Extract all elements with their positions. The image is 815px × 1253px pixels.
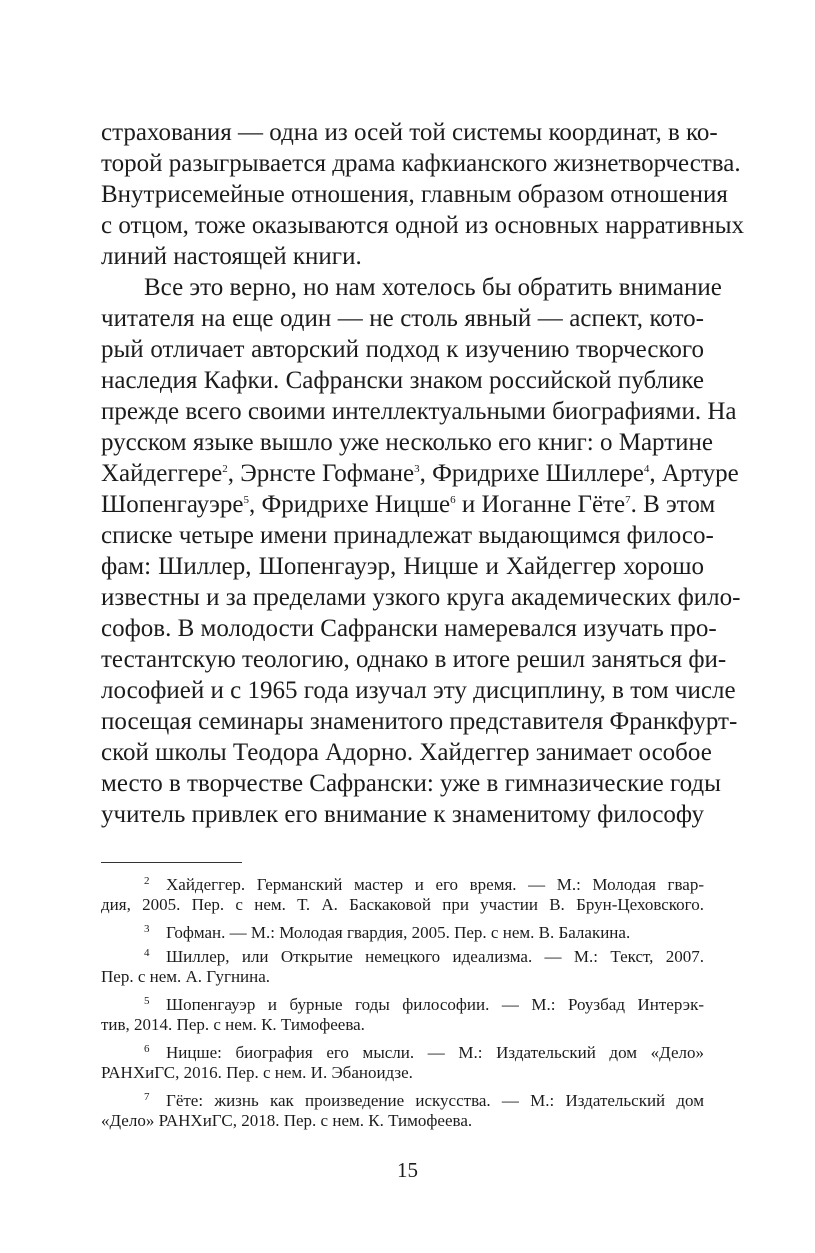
footnote-text: Шопенгауэр и бурные годы философии. — М.: Роузбад Интерэк- [166, 995, 704, 1014]
text-run: , Фридрихе Шиллере [419, 460, 644, 487]
footnote-ref[interactable]: 7 [625, 494, 631, 506]
footnote-ref[interactable]: 3 [414, 463, 420, 475]
text-line: линий настоящей книги. [101, 243, 362, 270]
text-line: торой разыгрывается драма кафкианского жизнетворчества. [101, 150, 741, 177]
text-line: страхования — одна из осей той системы координат, в ко- [101, 119, 718, 146]
text-run: Шопенгауэре [101, 491, 244, 518]
text-line: фам: Шиллер, Шопенгауэр, Ницше и Хайдеггер хорошо [101, 553, 704, 580]
text-run: , Эрнсте Гофмане [227, 460, 415, 487]
footnote-line: дия, 2005. Пер. с нем. Т. А. Баскаковой при участии В. Брун-Цеховского. [101, 895, 704, 914]
text-line: тестантскую теологию, однако в итоге решил заняться фи- [101, 646, 727, 673]
text-run: . В этом [630, 491, 716, 518]
text-line: прежде всего своими интеллектуальными биографиями. На [101, 398, 737, 425]
footnote-line: тив, 2014. Пер. с нем. К. Тимофеева. [101, 1015, 365, 1034]
footnote-number: 7 [144, 1091, 150, 1103]
text-line: с отцом, тоже оказываются одной из основных нарративных [101, 212, 745, 239]
text-line: известны и за пределами узкого круга академических фило- [101, 584, 741, 611]
text-line: посещая семинары знаменитого представителя Франкфурт- [101, 708, 738, 735]
text-line: русском языке вышло уже несколько его книг: о Мартине [101, 429, 714, 456]
footnote-line [144, 918, 704, 940]
footnote-text: Хайдеггер. Германский мастер и его время. — М.: Молодая гвар- [166, 875, 704, 894]
footnote-line [144, 942, 704, 964]
text-line: списке четыре имени принадлежат выдающимся филосо- [101, 522, 714, 549]
footnote-line [144, 1038, 704, 1060]
footnote-text: Гофман. — М.: Молодая гвардия, 2005. Пер. с нем. В. Балакина. [166, 923, 631, 942]
footnote-number: 6 [144, 1043, 150, 1055]
text-line [101, 489, 716, 520]
text-line: место в творчестве Сафрански: уже в гимназические годы [101, 770, 721, 797]
footnote-line: Пер. с нем. А. Гугнина. [101, 967, 271, 986]
footnote-line [144, 1086, 704, 1108]
footnote-ref[interactable]: 5 [243, 494, 249, 506]
text-line [101, 458, 739, 489]
footnote-number: 4 [144, 947, 150, 959]
text-run: , Артуре [649, 460, 739, 487]
page-number: 15 [397, 1158, 418, 1182]
footnote-text: Гёте: жизнь как произведение искусства. — М.: Издательский дом [166, 1091, 704, 1110]
footnote-separator [101, 862, 242, 863]
text-line: учитель привлек его внимание к знаменитому философу [101, 801, 704, 828]
footnote-number: 5 [144, 995, 150, 1007]
text-line: ской школы Теодора Адорно. Хайдеггер занимает особое [101, 739, 712, 766]
text-line: Все это верно, но нам хотелось бы обратить внимание [144, 274, 722, 301]
text-line: софов. В молодости Сафрански намеревался изучать про- [101, 615, 717, 642]
text-run: и Иоганне Гёте [455, 491, 626, 518]
text-line: Внутрисемейные отношения, главным образом отношения [101, 181, 728, 208]
footnote-line [144, 870, 704, 892]
footnote-ref[interactable]: 4 [643, 463, 650, 475]
text-run: Хайдеггере [101, 460, 223, 487]
footnote-ref[interactable]: 2 [222, 463, 228, 475]
footnote-ref[interactable]: 6 [450, 494, 456, 506]
footnote-line [144, 990, 704, 1012]
footnote-number: 2 [144, 875, 150, 887]
text-line: читателя на еще один — не столь явный — аспект, кото- [101, 305, 704, 332]
footnote-text: Ницше: биография его мысли. — М.: Издательский дом «Дело» [166, 1043, 704, 1062]
footnote-line: РАНХиГС, 2016. Пер. с нем. И. Эбаноидзе. [101, 1063, 413, 1082]
footnote-line: «Дело» РАНХиГС, 2018. Пер. с нем. К. Тимофеева. [101, 1111, 473, 1130]
text-line: наследия Кафки. Сафрански знаком российской публике [101, 367, 704, 394]
text-line: рый отличает авторский подход к изучению творческого [101, 336, 704, 363]
text-run: , Фридрихе Ницше [248, 491, 451, 518]
footnote-number: 3 [144, 923, 150, 935]
footnote-text: Шиллер, или Открытие немецкого идеализма. — М.: Текст, 2007. [166, 947, 704, 966]
text-line: лософией и с 1965 года изучал эту дисциплину, в том числе [101, 677, 736, 704]
